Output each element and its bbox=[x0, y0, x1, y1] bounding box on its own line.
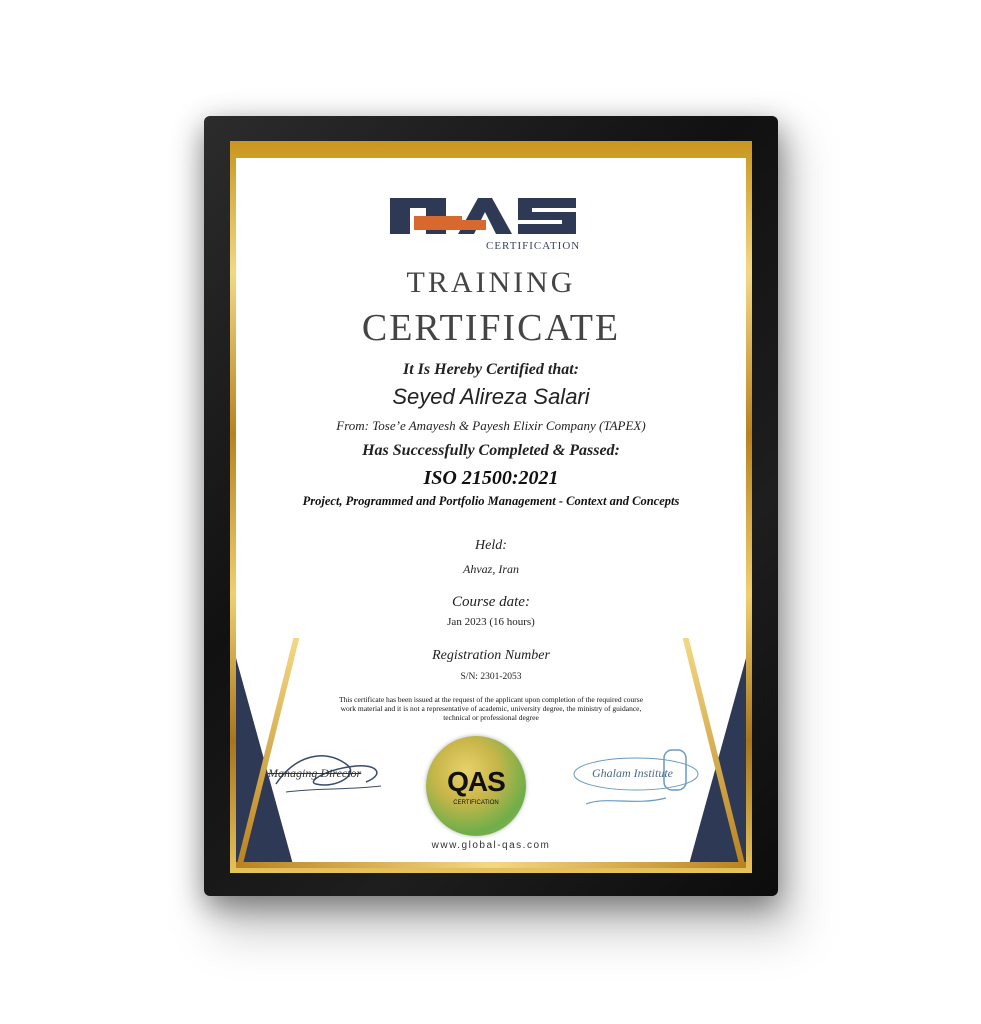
hereby-text: It Is Hereby Certified that: bbox=[403, 361, 579, 378]
held-label: Held: bbox=[475, 538, 507, 553]
bottom-gold-bar bbox=[236, 862, 746, 868]
registration-label: Registration Number bbox=[432, 648, 550, 663]
standard-code: ISO 21500:2021 bbox=[423, 467, 559, 489]
disclaimer-text: This certificate has been issued at the request of the applicant upon completion of the required course work material and it is not a representative of academic, university degree, the ministry of guidance, technical or professional degree bbox=[338, 695, 644, 722]
registration-number: S/N: 2301-2053 bbox=[460, 672, 522, 682]
title-training: TRAINING bbox=[406, 266, 576, 299]
title-certificate: CERTIFICATE bbox=[361, 307, 621, 349]
recipient-name: Seyed Alireza Salari bbox=[392, 384, 590, 409]
certificate-paper bbox=[236, 158, 746, 868]
website-url: www.global-qas.com bbox=[431, 840, 551, 851]
qas-seal bbox=[426, 736, 526, 836]
institute-label: Ghalam Institute bbox=[592, 766, 673, 780]
course-date-value: Jan 2023 (16 hours) bbox=[447, 616, 535, 628]
director-label: Managing Director bbox=[268, 766, 362, 780]
course-date-label: Course date: bbox=[452, 594, 530, 610]
seal-logo-text: QAS bbox=[447, 766, 505, 797]
course-title: Project, Programmed and Portfolio Management - Context and Concepts bbox=[302, 494, 680, 508]
logo-subtitle: CERTIFICATION bbox=[486, 240, 581, 252]
seal-subtitle: CERTIFICATION bbox=[453, 800, 499, 806]
held-value: Ahvaz, Iran bbox=[463, 562, 519, 576]
passed-text: Has Successfully Completed & Passed: bbox=[362, 442, 620, 459]
company-line: From: Tose’e Amayesh & Payesh Elixir Company (TAPEX) bbox=[336, 418, 646, 433]
